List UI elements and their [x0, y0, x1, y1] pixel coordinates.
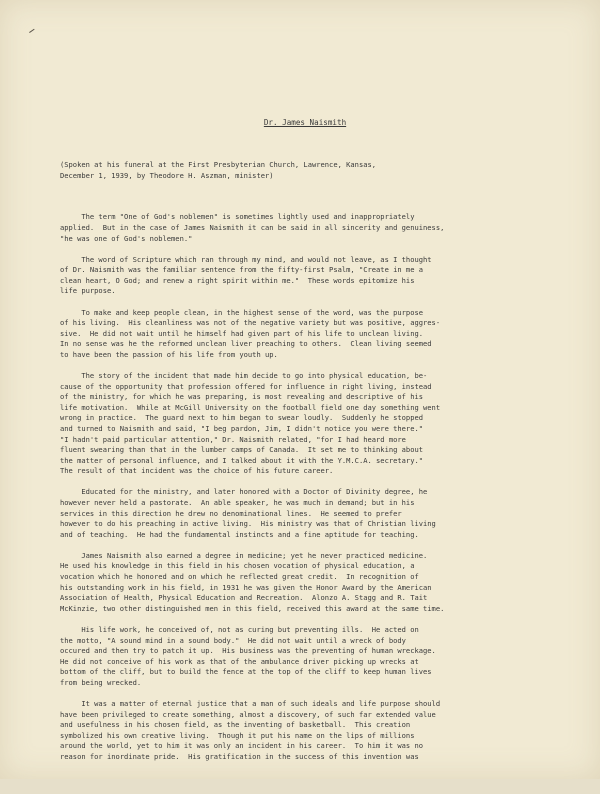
paragraph-line: vocation which he honored and on which he reflected great credit. In recognition of	[60, 572, 419, 582]
paragraph-line: life motivation. While at McGill University on the football field one day something went	[60, 402, 441, 412]
paragraph	[60, 551, 550, 615]
paragraph-line: sive. He did not wait until he himself had given part of his life to unclean living.	[60, 328, 424, 338]
paragraph-line: around the world, yet to him it was only an incident in his career. To him it was no	[60, 741, 424, 751]
paragraph-line: In no sense was he the reformed unclean liver preaching to others. Clean living seemed	[60, 339, 432, 349]
paragraph-line: life purpose.	[60, 286, 116, 296]
paragraph-line: symbolized his own creative living. Though it put his name on the lips of millions	[60, 730, 415, 740]
occasion-line: (Spoken at his funeral at the First Presbyterian Church, Lawrence, Kansas,	[60, 159, 377, 169]
pencil-mark	[29, 29, 37, 37]
paragraph-line: from being wrecked.	[60, 677, 142, 687]
paragraph-line: "I hadn't paid particular attention," Dr. Naismith related, "for I had heard more	[60, 434, 406, 444]
paragraph-line: services in this direction he drew no denominational lines. He seemed to prefer	[60, 508, 402, 518]
paragraph-line: To make and keep people clean, in the highest sense of the word, was the purpose	[60, 307, 424, 317]
paragraph-line: the matter of personal influence, and I talked about it with the Y.M.C.A. secretary."	[60, 455, 424, 465]
paragraph-line: and turned to Naismith and said, "I beg pardon, Jim, I didn't notice you were there."	[60, 423, 424, 433]
paragraph-line: and usefulness in his chosen field, as the inventing of basketball. This creation	[60, 720, 411, 730]
document-title: Dr. James Naismith	[263, 118, 347, 128]
paragraph-line: applied. But in the case of James Naismith it can be said in all sincerity and genuiness,	[60, 222, 445, 232]
paragraph-line: The story of the incident that made him decide to go into physical education, be-	[60, 370, 428, 380]
paragraph-line: to have been the passion of his life from youth up.	[60, 349, 278, 359]
paragraphs	[60, 212, 550, 762]
paragraph	[60, 699, 550, 763]
paragraph-line: Association of Health, Physical Education and Recreation. Alonzo A. Stagg and R. Tait	[60, 593, 428, 603]
occasion-note	[60, 160, 550, 181]
paragraph-line: He used his knowledge in this field in his chosen vocation of physical education, a	[60, 561, 415, 571]
paragraph-line: of the ministry, for which he was preparing, is most revealing and descriptive of his	[60, 392, 424, 402]
paragraph	[60, 625, 550, 689]
paragraph-line: The word of Scripture which ran through my mind, and would not leave, as I thought	[60, 254, 432, 264]
paragraph	[60, 308, 550, 361]
paragraph	[60, 255, 550, 297]
paragraph-line: his outstanding work in his field, in 1931 he was given the Honor Award by the American	[60, 582, 432, 592]
paragraph-line: of his living. His cleanliness was not of the negative variety but was positive, aggres-	[60, 318, 441, 328]
paragraph-line: and of teaching. He had the fundamental instincts and a fine aptitude for teaching.	[60, 529, 419, 539]
paragraph-line: fluent swearing than that in the lumber camps of Canada. It set me to thinking about	[60, 445, 424, 455]
occasion-line: December 1, 1939, by Theodore H. Aszman, minister)	[60, 170, 274, 180]
paragraph-line: McKinzie, two other distinguished men in this field, received this award at the same time.	[60, 603, 445, 613]
paragraph-line: Educated for the ministry, and later honored with a Doctor of Divinity degree, he	[60, 487, 428, 497]
paragraph-line: "he was one of God's noblemen."	[60, 233, 193, 243]
paragraph-line: however never held a pastorate. An able speaker, he was much in demand; but in his	[60, 498, 415, 507]
paragraph-line: He did not conceive of his work as that of the ambulance driver picking up wrecks at	[60, 656, 419, 666]
paragraph-line: bottom of the cliff, but to build the fence at the top of the cliff to keep human lives	[60, 667, 432, 677]
paragraph	[60, 371, 550, 477]
paragraph-line: The term "One of God's noblemen" is sometimes lightly used and inappropriately	[60, 212, 415, 222]
document-body	[60, 97, 550, 794]
paragraph-line: clean heart, O God; and renew a right spirit within me." These words epitomize his	[60, 275, 415, 285]
paragraph	[60, 487, 550, 540]
paragraph-line: wrong in practice. The guard next to him began to swear loudly. Suddenly he stopped	[60, 413, 424, 423]
paragraph-line: have been privileged to create something, almost a discovery, of such far extended value	[60, 709, 436, 719]
paragraph-line: The result of that incident was the choice of his future career.	[60, 466, 334, 476]
paragraph-line: His life work, he conceived of, not as curing but preventing ills. He acted on	[60, 624, 419, 634]
paragraph-line: occured and then try to patch it up. His business was the preventing of human wreckage.	[60, 646, 436, 656]
paragraph-line: reason for inordinate pride. His gratification in the success of this invention was	[60, 751, 419, 761]
paragraph	[60, 212, 550, 244]
paragraph-line: of Dr. Naismith was the familiar sentence from the fifty-first Psalm, "Create in me a	[60, 265, 424, 275]
paragraph-line: James Naismith also earned a degree in medicine; yet he never practiced medicine.	[60, 550, 428, 560]
paragraph-line: cause of the opportunity that profession offered for influence in right living, instead	[60, 381, 432, 391]
paragraph-line: however to do his preaching in active living. His ministry was that of Christian living	[60, 519, 436, 529]
paragraph-line: It was a matter of eternal justice that a man of such ideals and life purpose should	[60, 699, 441, 708]
paragraph-line: the motto, "A sound mind in a sound body." He did not wait until a wreck of body	[60, 635, 406, 645]
